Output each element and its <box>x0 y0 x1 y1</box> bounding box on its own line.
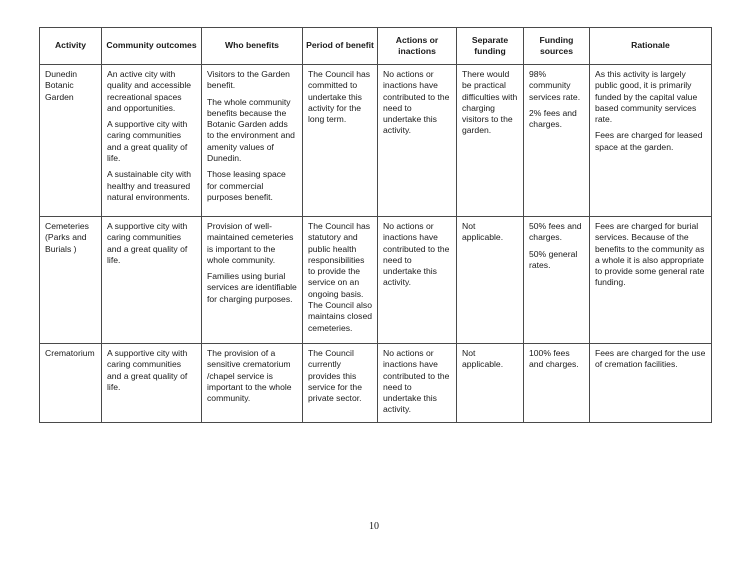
cell-paragraph: A sustainable city with healthy and treasured natural environments. <box>107 169 192 202</box>
funding-policy-table <box>39 27 712 423</box>
cell-paragraph: As this activity is largely public good, it is primarily funded by the capital value based community services rate. <box>595 69 698 125</box>
cell-paragraph: Fees are charged for burial services. Because of the benefits to the community as a whole it is also appropriate to provide some general rate funding. <box>595 221 705 288</box>
header-separate-funding: Separate funding <box>457 28 524 65</box>
actions-or-inactions-cell: No actions or inactions have contributed to the need to undertake this activity. <box>378 65 457 217</box>
separate-funding-cell: Not applicable. <box>457 344 524 423</box>
funding-sources-cell <box>524 65 590 217</box>
cell-paragraph: Fees are charged for the use of cremation facilities. <box>595 348 706 370</box>
cell-paragraph: 98% community services rate. <box>529 69 581 102</box>
header-community-outcomes: Community outcomes <box>102 28 202 65</box>
table-row <box>40 217 712 344</box>
cell-paragraph: A supportive city with caring communities and a great quality of life. <box>107 221 188 265</box>
cell-paragraph: A supportive city with caring communities and a great quality of life. <box>107 348 188 392</box>
activity-cell: Cemeteries (Parks and Burials ) <box>40 217 102 344</box>
header-period-of-benefit: Period of benefit <box>303 28 378 65</box>
actions-or-inactions-cell: No actions or inactions have contributed to the need to undertake this activity. <box>378 344 457 423</box>
cell-paragraph: Those leasing space for commercial purposes benefit. <box>207 169 286 202</box>
funding-sources-cell <box>524 217 590 344</box>
actions-or-inactions-cell: No actions or inactions have contributed to the need to undertake this activity. <box>378 217 457 344</box>
cell-paragraph: Fees are charged for leased space at the garden. <box>595 130 703 152</box>
period-of-benefit-cell: The Council has statutory and public health responsibilities to provide the service on an ongoing basis. The Council also maintains closed cemeteries. <box>303 217 378 344</box>
cell-paragraph: Visitors to the Garden benefit. <box>207 69 290 91</box>
cell-paragraph: 50% fees and charges. <box>529 221 582 243</box>
table-row <box>40 344 712 423</box>
period-of-benefit-cell: The Council currently provides this service for the private sector. <box>303 344 378 423</box>
cell-paragraph: Provision of well-maintained cemeteries is important to the whole community. <box>207 221 294 265</box>
separate-funding-cell: There would be practical difficulties with charging visitors to the garden. <box>457 65 524 217</box>
cell-paragraph: 2% fees and charges. <box>529 107 577 130</box>
rationale-cell <box>590 344 712 423</box>
rationale-cell <box>590 217 712 344</box>
who-benefits-cell <box>202 217 303 344</box>
table-row <box>40 65 712 217</box>
who-benefits-cell <box>202 344 303 423</box>
cell-paragraph: 100% fees and charges. <box>529 348 579 370</box>
rationale-cell <box>590 65 712 217</box>
cell-paragraph: Families using burial services are identifiable for charging purposes. <box>207 271 297 304</box>
header-who-benefits: Who benefits <box>202 28 303 65</box>
cell-paragraph: The provision of a sensitive crematorium /chapel service is important to the whole community. <box>207 348 292 404</box>
activity-cell: Crematorium <box>40 344 102 423</box>
header-rationale: Rationale <box>590 28 712 65</box>
community-outcomes-cell <box>102 65 202 217</box>
funding-sources-cell <box>524 344 590 423</box>
activity-cell: Dunedin Botanic Garden <box>40 65 102 217</box>
cell-paragraph: The whole community benefits because the Botanic Garden adds to the environment and amenity values of Dunedin. <box>207 96 295 164</box>
header-funding-sources: Funding sources <box>524 28 590 65</box>
cell-paragraph: An active city with quality and accessible recreational spaces and opportunities. <box>107 69 192 113</box>
cell-paragraph: A supportive city with caring communities and a great quality of life. <box>107 119 188 164</box>
who-benefits-cell <box>202 65 303 217</box>
table-header-row <box>40 28 712 65</box>
cell-paragraph: 50% general rates. <box>529 248 578 270</box>
community-outcomes-cell <box>102 217 202 344</box>
header-activity: Activity <box>40 28 102 65</box>
community-outcomes-cell <box>102 344 202 423</box>
page-number: 10 <box>369 521 379 532</box>
header-actions-or-inactions: Actions or inactions <box>378 28 457 65</box>
period-of-benefit-cell: The Council has committed to undertake this activity for the long term. <box>303 65 378 217</box>
separate-funding-cell: Not applicable. <box>457 217 524 344</box>
